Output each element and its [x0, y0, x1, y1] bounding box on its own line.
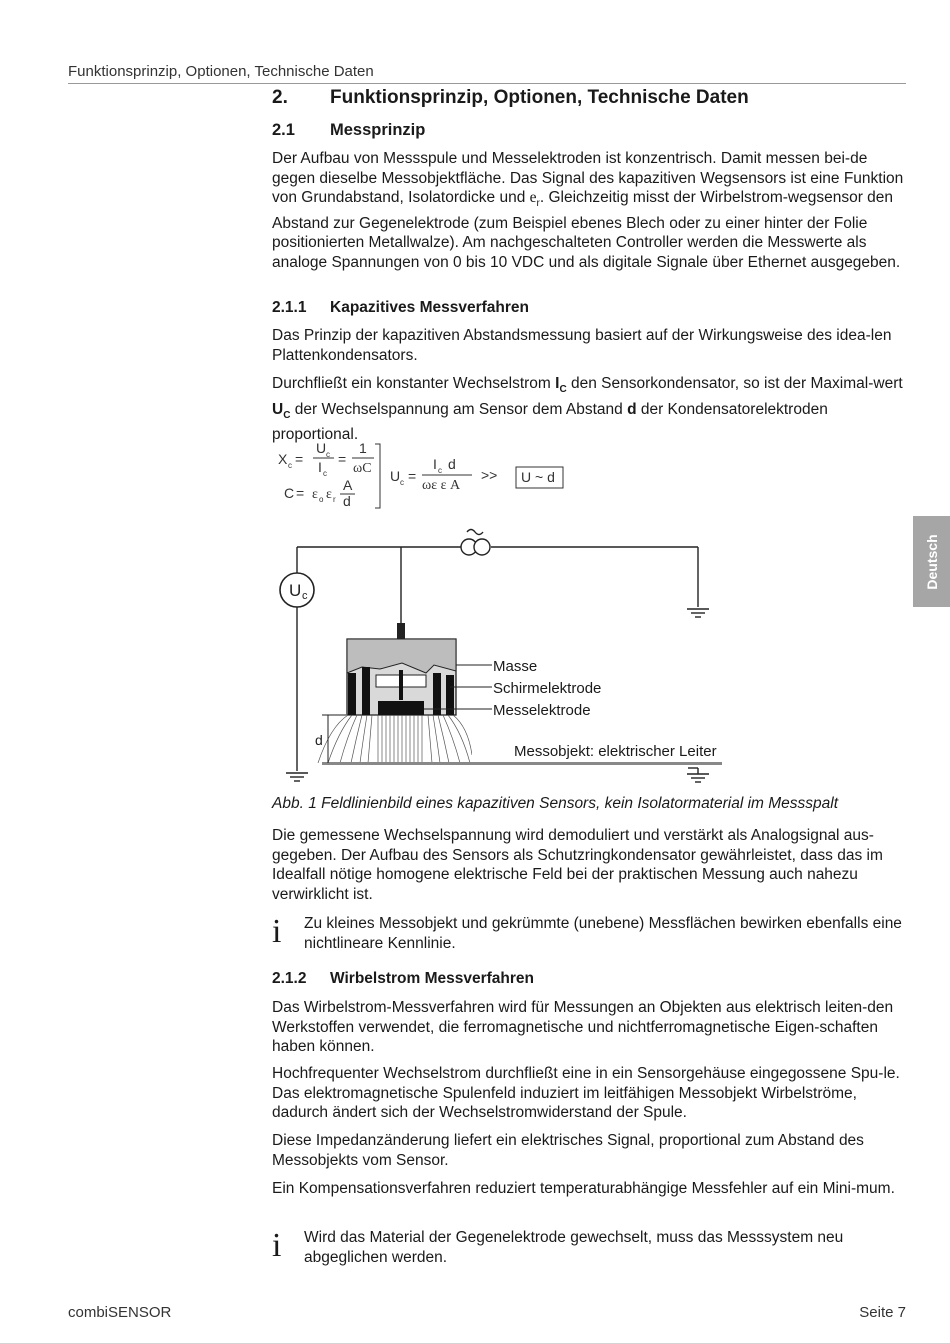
info-icon: i [272, 913, 282, 950]
paragraph-intro [272, 149, 906, 272]
formula-u-sub: c [326, 450, 330, 459]
label-schirmelektrode: Schirmelektrode [493, 680, 602, 697]
cap2-text-c: der Wechselspannung am Sensor dem Abstand [290, 400, 628, 418]
label-messelektrode: Messelektrode [493, 702, 591, 719]
formula-gg: >> [481, 467, 498, 483]
formula-eq3: = [296, 485, 305, 501]
formula-eq4: = [408, 468, 417, 484]
formula-a: A [343, 477, 353, 493]
formula-i-sub: c [323, 469, 327, 478]
label-masse: Masse [493, 658, 538, 675]
formula-one: 1 [359, 440, 367, 456]
cap2-text-a: Durchfließt ein konstanter Wechselstrom [272, 375, 556, 392]
d-symbol: d [627, 400, 637, 418]
capacitive-text-1: Das Prinzip der kapazitiven Abstandsmessung basiert auf der Wirkungsweise des idea-len Plattenkondensators. [272, 327, 892, 364]
ground-icon-right-top [687, 609, 709, 617]
eddy-text-1: Das Wirbelstrom-Messverfahren wird für Messungen an Objekten aus elektrisch leiten-den Werkstoffen verwendet, die ferromagnetische und nichtferromagnetische Eigen-schaften haben können. [272, 999, 894, 1055]
eddy-text-2: Hochfrequenter Wechselstrom durchfließt eine in ein Sensorgehäuse eingegossene Spu-le. Das elektromagnetische Spulenfeld induziert im leitfähigen Messobjekt Wirbelströme, dadurch ändert sich der Wechselstromwiderstand der Spule. [272, 1065, 900, 1121]
formula-uc-sub: c [400, 478, 404, 487]
paragraph-eddy-3 [272, 1131, 906, 1170]
formula-block [272, 438, 592, 518]
formula-ic-sub: c [438, 466, 442, 475]
formula-d: d [343, 493, 351, 509]
cap2-text-b: den Sensorkondensator, so ist der Maximal-wert [566, 375, 903, 392]
subsection-number: 2.1 [272, 121, 295, 139]
ground-icon-left [286, 773, 308, 781]
language-tab[interactable] [913, 516, 950, 607]
footer-page-number: Seite 7 [859, 1304, 906, 1321]
subsection-title: Messprinzip [330, 121, 426, 139]
paragraph-capacitive-2 [272, 374, 906, 445]
paragraph-eddy-1 [272, 998, 906, 1057]
formula-epsr-sub: r [333, 495, 336, 504]
uc-subscript: C [283, 409, 291, 421]
figure-field-lines [272, 525, 742, 787]
formula-boxed: U ~ d [521, 469, 555, 485]
sensor-body [347, 639, 456, 715]
subsection-heading-2-1-1 [272, 298, 906, 318]
uc-symbol: U [272, 400, 284, 418]
info-icon: i [272, 1227, 282, 1264]
subsection-title: Kapazitives Messverfahren [330, 299, 530, 316]
subsection-number: 2.1.2 [272, 970, 307, 987]
formula-bracket [375, 444, 380, 508]
ic-symbol: I [555, 375, 560, 392]
gap-dimension [322, 715, 346, 763]
ac-source-icon [461, 530, 490, 556]
intro-text-b: . Gleichzeitig misst der Wirbelstrom-wegsensor den Abstand zur Gegenelektrode (zum Beispiel ebenes Blech oder zu einer hinter der Folie positionierten Metallwalze). Am nachgeschalteten Controller werden die Messwerte als analoge Spannungen von 0 bis 10 VDC und als digitale Signale über Ethernet ausgegeben. [272, 189, 901, 271]
paragraph-eddy-2 [272, 1064, 906, 1123]
demod-text: Die gemessene Wechselspannung wird demoduliert und verstärkt als Analogsignal aus-gegeben. Der Aufbau des Sensors als Schutzringkondensator gewährleistet, dass das im Idealfall nötige homogene elektrische Feld bei der praktischen Messung auch nahezu verwirklicht ist. [272, 827, 883, 903]
gap-label: d [315, 732, 323, 748]
note-text-1: Zu kleines Messobjekt und gekrümmte (unebene) Messflächen bewirken ebenfalls eine nichtlineare Kennlinie. [304, 915, 902, 952]
section-number: 2. [272, 87, 288, 108]
formula-eq2: = [338, 451, 347, 467]
field-lines [318, 715, 472, 763]
language-tab-label: Deutsch [923, 533, 940, 590]
epsilon-subscript: r [536, 198, 540, 210]
formula-denominator: ωε ε A [422, 478, 461, 493]
footer-product: combiSENSOR [68, 1304, 172, 1321]
voltmeter-sub: c [302, 590, 308, 602]
formula-wc: ωC [353, 461, 372, 476]
formula-xc: X [278, 451, 288, 467]
formula-c: C [284, 485, 295, 501]
formula-eps0-sub: o [319, 495, 324, 504]
formula-eps0: ε [312, 487, 318, 502]
eddy-text-4: Ein Kompensationsverfahren reduziert temperaturabhängige Messfehler auf ein Mini-mum. [272, 1180, 895, 1197]
sensor-connector [397, 623, 405, 639]
label-messobjekt: Messobjekt: elektrischer Leiter [514, 743, 717, 760]
section-title: Funktionsprinzip, Optionen, Technische Daten [330, 87, 749, 108]
ground-icon-right-bottom [687, 768, 709, 782]
running-header: Funktionsprinzip, Optionen, Technische Daten [68, 63, 374, 80]
subsection-number: 2.1.1 [272, 299, 307, 316]
paragraph-capacitive-1 [272, 326, 906, 365]
formula-uc: U [390, 468, 401, 484]
subsection-heading-2-1-2 [272, 969, 906, 989]
eddy-text-3: Diese Impedanzänderung liefert ein elektrisches Signal, proportional zum Abstand des Messobjekts vom Sensor. [272, 1132, 864, 1169]
formula-i: I [318, 459, 322, 475]
ic-subscript: C [559, 384, 567, 396]
formula-ic: I [433, 456, 437, 472]
voltmeter-label: U [289, 581, 302, 600]
formula-u: U [316, 440, 327, 456]
cap2-text-e: der Kondensatorelektroden proportional. [272, 400, 828, 444]
formula-ic-d: d [448, 456, 456, 472]
subsection-title: Wirbelstrom Messverfahren [330, 970, 535, 987]
figure-caption: Abb. 1 Feldlinienbild eines kapazitiven Sensors, kein Isolatormaterial im Messspalt [272, 795, 839, 812]
header-rule [68, 83, 906, 84]
section-heading [272, 88, 906, 108]
epsilon-symbol: e [529, 189, 537, 206]
note-text-2: Wird das Material der Gegenelektrode gewechselt, muss das Messsystem neu abgeglichen werden. [304, 1229, 844, 1266]
subsection-heading-2-1 [272, 121, 906, 141]
paragraph-eddy-4 [272, 1179, 906, 1199]
paragraph-demodulation [272, 826, 906, 904]
target-conductor [322, 762, 722, 765]
formula-xc-sub: c [288, 461, 292, 470]
formula-eq1: = [295, 451, 304, 467]
formula-epsr: ε [326, 487, 332, 502]
intro-text-a: Der Aufbau von Messspule und Messelektroden ist konzentrisch. Damit messen bei-de gegen dieselbe Messobjektfläche. Das Signal des kapazitiven Wegsensors ist eine Funktion von Grundabstand, Isolatordicke und [272, 150, 904, 206]
